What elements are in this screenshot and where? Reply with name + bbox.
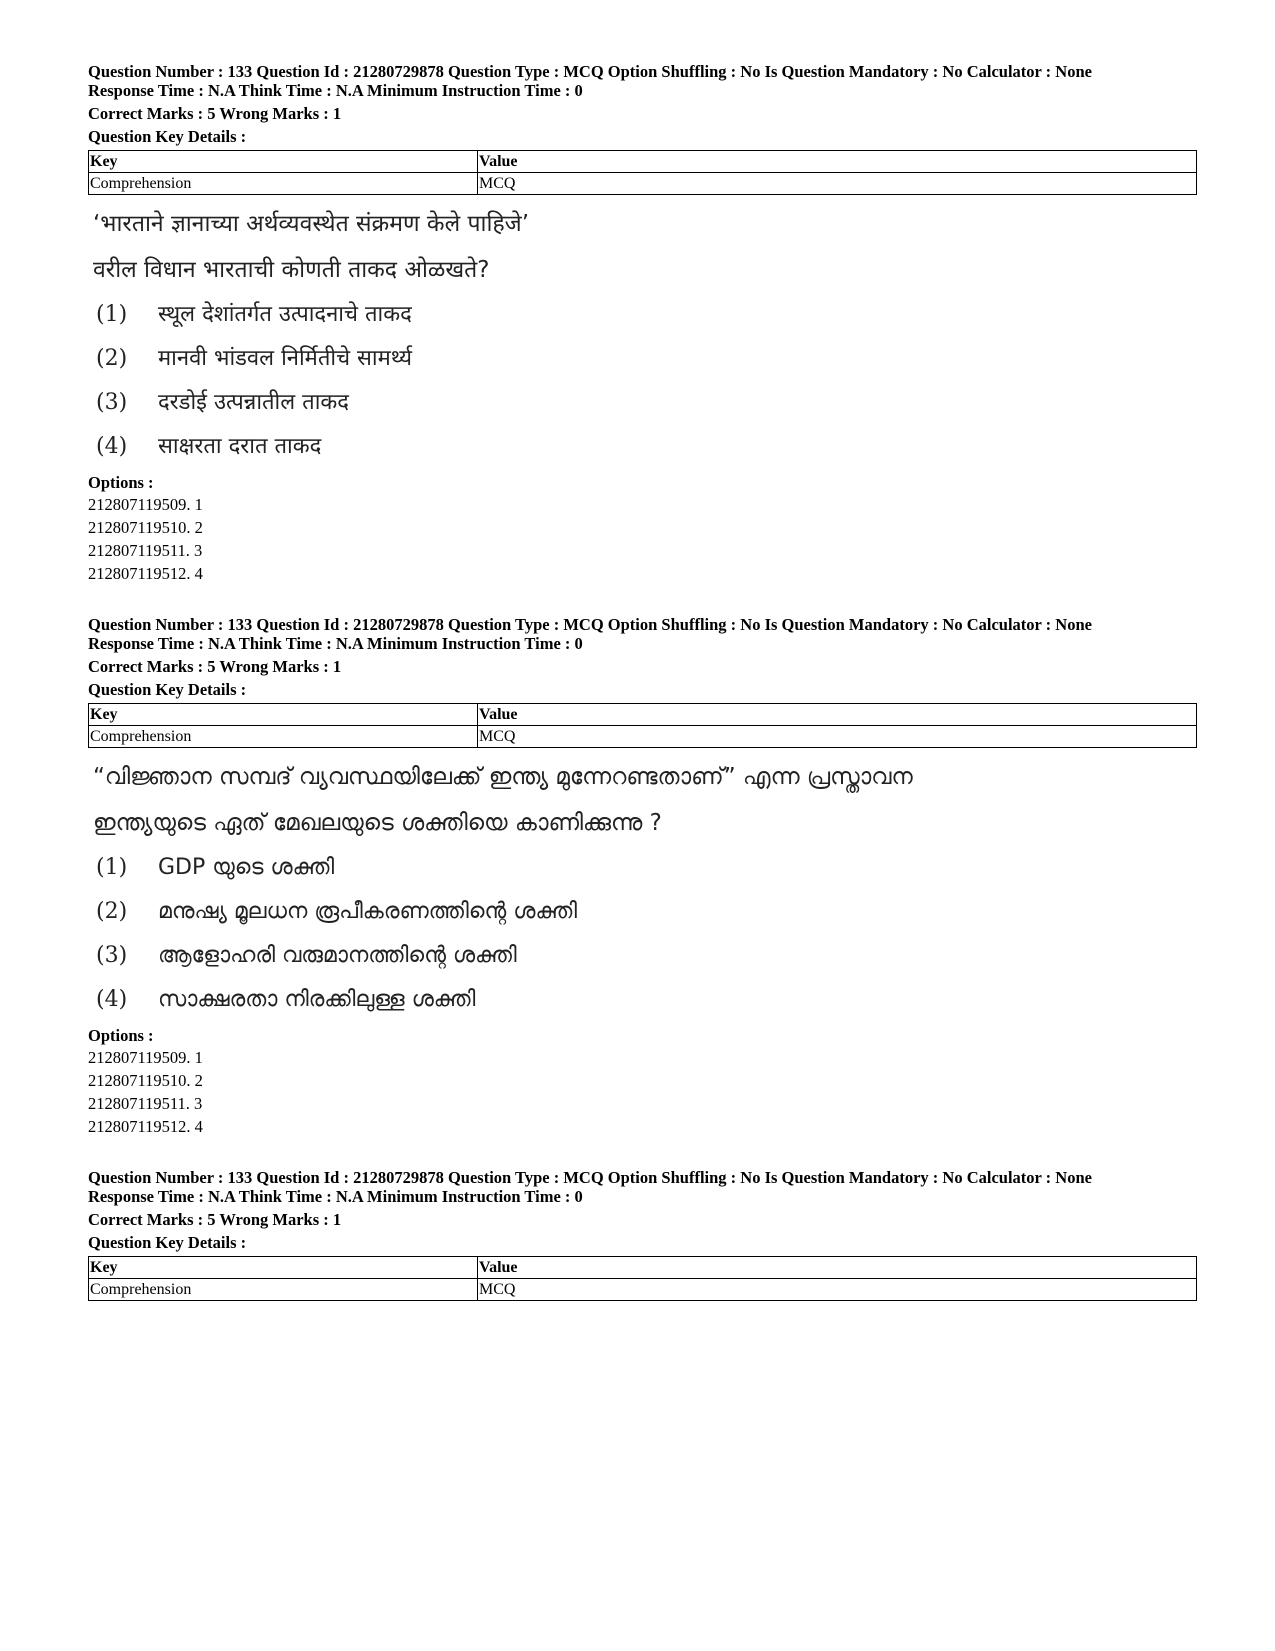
key-details-title: Question Key Details : [88,127,247,146]
choice-number: (3) [96,390,128,415]
choice-text: സാക്ഷരതാ നിരക്കിലുള്ള ശക്തി [158,987,476,1012]
choice-text: मानवी भांडवल निर्मितीचे सामर्थ्य [158,346,413,371]
answer-choice-3 [88,381,1197,425]
choice-number: (1) [96,855,128,880]
answer-choice-2 [88,337,1197,381]
question-meta-line: Question Number : 133 Question Id : 21280729878 Question Type : MCQ Option Shuffling : No Is Question Mandatory : No Calculator : None [88,615,1092,634]
option-item: 212807119510. 2 [88,518,203,537]
choice-text: GDP യുടെ ശക്തി [158,855,335,880]
choice-number: (1) [96,302,128,327]
choice-text: साक्षरता दरात ताकद [158,434,322,459]
choice-number: (4) [96,434,128,459]
header-value-cell: Value [478,1257,1197,1279]
option-item: 212807119511. 3 [88,1094,203,1113]
question-content [88,201,1197,469]
key-details-table [88,703,1197,748]
key-details-table [88,1256,1197,1301]
option-item: 212807119509. 1 [88,495,203,514]
answer-choice-1 [88,846,1197,890]
options-title: Options : [88,473,154,492]
option-item: 212807119512. 4 [88,1117,203,1136]
question-timing-line: Response Time : N.A Think Time : N.A Minimum Instruction Time : 0 [88,1187,583,1206]
answer-choice-1 [88,293,1197,337]
question-block-2 [88,615,1197,1138]
choice-number: (4) [96,987,128,1012]
row-key-cell: Comprehension [89,726,478,748]
table-row [89,726,1197,748]
header-key-cell: Key [89,1257,478,1279]
choice-text: ആളോഹരി വരുമാനത്തിന്റെ ശക്തി [158,943,517,968]
choice-number: (2) [96,899,128,924]
marks-line: Correct Marks : 5 Wrong Marks : 1 [88,104,342,123]
question-content [88,754,1197,1022]
table-row [89,173,1197,195]
marks-line: Correct Marks : 5 Wrong Marks : 1 [88,657,342,676]
option-item: 212807119509. 1 [88,1048,203,1067]
key-details-title: Question Key Details : [88,1233,247,1252]
row-key-cell: Comprehension [89,1279,478,1301]
choice-text: दरडोई उत्पन्नातील ताकद [158,390,349,415]
table-row [89,1279,1197,1301]
question-document [88,62,1197,1301]
choice-number: (2) [96,346,128,371]
table-header-row [89,1257,1197,1279]
key-details-table [88,150,1197,195]
row-value-cell: MCQ [478,173,1197,195]
question-stem-line-2: वरील विधान भारताची कोणती ताकद ओळखते? [93,257,490,283]
question-timing-line: Response Time : N.A Think Time : N.A Minimum Instruction Time : 0 [88,634,583,653]
choice-text: स्थूल देशांतर्गत उत्पादनाचे ताकद [158,302,412,327]
question-block-1 [88,62,1197,585]
question-timing-line: Response Time : N.A Think Time : N.A Minimum Instruction Time : 0 [88,81,583,100]
question-meta-line: Question Number : 133 Question Id : 21280729878 Question Type : MCQ Option Shuffling : No Is Question Mandatory : No Calculator : None [88,1168,1092,1187]
question-block-3 [88,1168,1197,1301]
table-header-row [89,151,1197,173]
table-header-row [89,704,1197,726]
options-title: Options : [88,1026,154,1045]
marks-line: Correct Marks : 5 Wrong Marks : 1 [88,1210,342,1229]
row-value-cell: MCQ [478,1279,1197,1301]
header-value-cell: Value [478,151,1197,173]
choice-number: (3) [96,943,128,968]
answer-choice-4 [88,425,1197,469]
choice-text: മനുഷ്യ മൂലധന രൂപീകരണത്തിന്റെ ശക്തി [158,899,578,924]
header-value-cell: Value [478,704,1197,726]
header-key-cell: Key [89,151,478,173]
question-meta-line: Question Number : 133 Question Id : 21280729878 Question Type : MCQ Option Shuffling : No Is Question Mandatory : No Calculator : None [88,62,1092,81]
answer-choice-2 [88,890,1197,934]
option-item: 212807119511. 3 [88,541,203,560]
option-item: 212807119512. 4 [88,564,203,583]
answer-choice-4 [88,978,1197,1022]
header-key-cell: Key [89,704,478,726]
key-details-title: Question Key Details : [88,680,247,699]
answer-choice-3 [88,934,1197,978]
option-item: 212807119510. 2 [88,1071,203,1090]
question-stem-line-1: “വിജ്ഞാന സമ്പദ് വ്യവസ്ഥയിലേക്ക് ഇന്ത്യ മുന്നേറണ്ടതാണ്” എന്ന പ്രസ്താവന [93,764,913,790]
row-value-cell: MCQ [478,726,1197,748]
question-stem-line-1: ‘भारताने ज्ञानाच्या अर्थव्यवस्थेत संक्रमण केले पाहिजे’ [93,211,530,237]
row-key-cell: Comprehension [89,173,478,195]
question-stem-line-2: ഇന്ത്യയുടെ ഏത് മേഖലയുടെ ശക്തിയെ കാണിക്കുന്നു ? [93,810,662,836]
